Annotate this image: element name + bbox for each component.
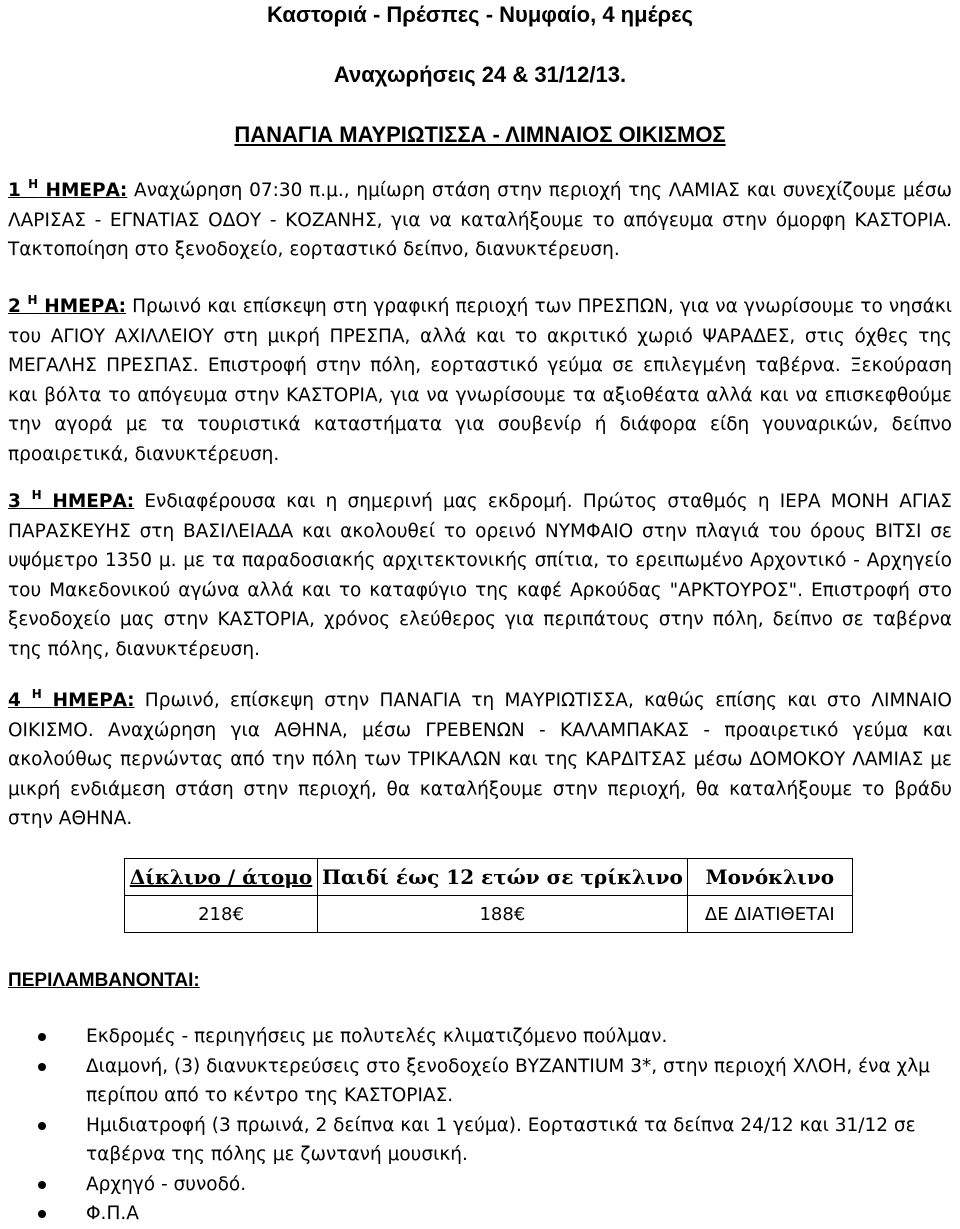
price-table-value-row	[125, 896, 853, 933]
price-table-header-row	[125, 859, 853, 896]
day-3-heading	[8, 487, 135, 512]
day-4-label: ΗΜΕΡΑ:	[52, 690, 135, 711]
price-header-single: Μονόκλινο	[687, 859, 852, 896]
day-4-text: Πρωινό, επίσκεψη στην ΠΑΝΑΓΙΑ τη ΜΑΥΡΙΩΤΙΣΣΑ, καθώς επίσης και στο ΛΙΜΝΑΙΟ ΟΙΚΙΣΜΟ. Αναχώρηση για ΑΘΗΝΑ, μέσω ΓΡΕΒΕΝΩΝ - ΚΑΛΑΜΠΑΚΑΣ - προαιρετικό γεύμα και ακολούθως περνώντας από την πόλη των ΤΡΙΚΑΛΩΝ και της ΚΑΡΔΙΤΣΑΣ μέσω ΔΟΜΟΚΟΥ ΛΑΜΙΑΣ με μικρή ενδιάμεση στάση στην περιοχή, θα καταλήξουμε στην περιοχή, θα καταλήξουμε το βράδυ στην ΑΘΗΝΑ.	[8, 690, 952, 829]
list-item: Εκδρομές - περιηγήσεις με πολυτελές κλιματιζόμενο πούλμαν.	[86, 1022, 960, 1052]
day-4-heading	[8, 686, 135, 711]
day-3-text: Ενδιαφέρουσα και η σημερινή μας εκδρομή. Πρώτος σταθμός η ΙΕΡΑ ΜΟΝΗ ΑΓΙΑΣ ΠΑΡΑΣΚΕΥΗΣ στη ΒΑΣΙΛΕΙΑΔΑ και ακολουθεί το ορεινό ΝΥΜΦΑΙΟ στην πλαγιά του όρους ΒΙΤΣΙ σε υψόμετρο 1350 μ. με τα παραδοσιακής αρχιτεκτονικής σπίτια, το ερειπωμένο Αρχοντικό - Αρχηγείο του Μακεδονικού αγώνα αλλά και το καταφύγιο της καφέ Αρκούδας "ΑΡΚΤΟΥΡΟΣ". Επιστροφή στο ξενοδοχείο μας στην ΚΑΣΤΟΡΙΑ, χρόνος ελεύθερος για περιπάτους στην πόλη, δείπνο σε ταβέρνα της πόλης, διανυκτέρευση.	[8, 491, 952, 660]
price-value-child: 188€	[318, 896, 688, 933]
day-4-paragraph	[8, 686, 952, 834]
departure-dates: Αναχωρήσεις 24 & 31/12/13.	[333, 62, 627, 87]
price-value-double: 218€	[125, 896, 318, 933]
day-2-paragraph	[8, 292, 952, 469]
day-2-text: Πρωινό και επίσκεψη στη γραφική περιοχή των ΠΡΕΣΠΩΝ, για να γνωρίσουμε το νησάκι του ΑΓΙΟΥ ΑΧΙΛΛΕΙΟΥ στη μικρή ΠΡΕΣΠΑ, αλλά και το ακριτικό χωριό ΨΑΡΑΔΕΣ, στις όχθες της ΜΕΓΑΛΗΣ ΠΡΕΣΠΑΣ. Επιστροφή στην πόλη, εορταστικό γεύμα σε επιλεγμένη ταβέρνα. Ξεκούραση και βόλτα το απόγευμα στην ΚΑΣΤΟΡΙΑ, για να γνωρίσουμε τα αξιοθέατα αλλά και να επισκεφθούμε την αγορά με τα τουριστικά καταστήματα για σουβενίρ ή διάφορα είδη γουναρικών, δείπνο προαιρετικά, διανυκτέρευση.	[8, 296, 952, 465]
list-item: Φ.Π.Α	[86, 1199, 960, 1229]
day-3-label: ΗΜΕΡΑ:	[52, 491, 135, 512]
day-1-heading	[8, 176, 128, 201]
day-3-number: 3	[8, 491, 21, 512]
day-1-paragraph	[8, 176, 952, 265]
day-1-number: 1	[8, 180, 21, 201]
day-3-paragraph	[8, 487, 952, 664]
trip-title: Καστοριά - Πρέσπες - Νυμφαίο, 4 ημέρες	[266, 2, 693, 27]
price-header-double: Δίκλινο / άτομο	[125, 859, 318, 896]
day-3-sup: Η	[31, 487, 42, 502]
trip-subtitle	[0, 122, 960, 148]
day-2-sup: Η	[27, 292, 38, 307]
list-item: Αρχηγό - συνοδό.	[86, 1170, 960, 1200]
day-2-heading	[8, 292, 127, 317]
price-header-child: Παιδί έως 12 ετών σε τρίκλινο	[318, 859, 688, 896]
day-4-sup: Η	[31, 686, 42, 701]
subtitle-part1: ΠΑΝΑΓΙΑ ΜΑΥΡΙΩΤΙΣΣΑ	[234, 122, 487, 147]
included-list	[38, 1022, 960, 1229]
price-value-single: ΔΕ ΔΙΑΤΙΘΕΤΑΙ	[687, 896, 852, 933]
day-1-label: ΗΜΕΡΑ:	[45, 180, 128, 201]
list-item: Διαμονή, (3) διανυκτερεύσεις στο ξενοδοχείο ΒΥΖΑΝΤΙUM 3*, στην περιοχή ΧΛΟΗ, ένα χλμ περίπου από το κέντρο της ΚΑΣΤΟΡΙΑΣ.	[86, 1052, 960, 1111]
price-table	[124, 858, 853, 933]
day-1-sup: Η	[28, 176, 39, 191]
subtitle-separator: -	[486, 122, 506, 147]
included-heading: ΠΕΡΙΛΑΜΒΑΝΟΝΤΑΙ:	[8, 970, 200, 991]
day-4-number: 4	[8, 690, 21, 711]
day-1-text: Αναχώρηση 07:30 π.μ., ημίωρη στάση στην περιοχή της ΛΑΜΙΑΣ και συνεχίζουμε μέσω ΛΑΡΙΣΑΣ - ΕΓΝΑΤΙΑΣ ΟΔΟΥ - ΚΟΖΑΝΗΣ, για να καταλήξουμε το απόγευμα στην όμορφη ΚΑΣΤΟΡΙΑ. Τακτοποίηση στο ξενοδοχείο, εορταστικό δείπνο, διανυκτέρευση.	[8, 180, 952, 260]
day-2-label: ΗΜΕΡΑ:	[44, 296, 127, 317]
list-item: Ημιδιατροφή (3 πρωινά, 2 δείπνα και 1 γεύμα). Εορταστικά τα δείπνα 24/12 και 31/12 σε ταβέρνα της πόλης με ζωντανή μουσική.	[86, 1111, 960, 1170]
day-2-number: 2	[8, 296, 21, 317]
subtitle-part2: ΛΙΜΝΑΙΟΣ ΟΙΚΙΣΜΟΣ	[505, 122, 726, 147]
